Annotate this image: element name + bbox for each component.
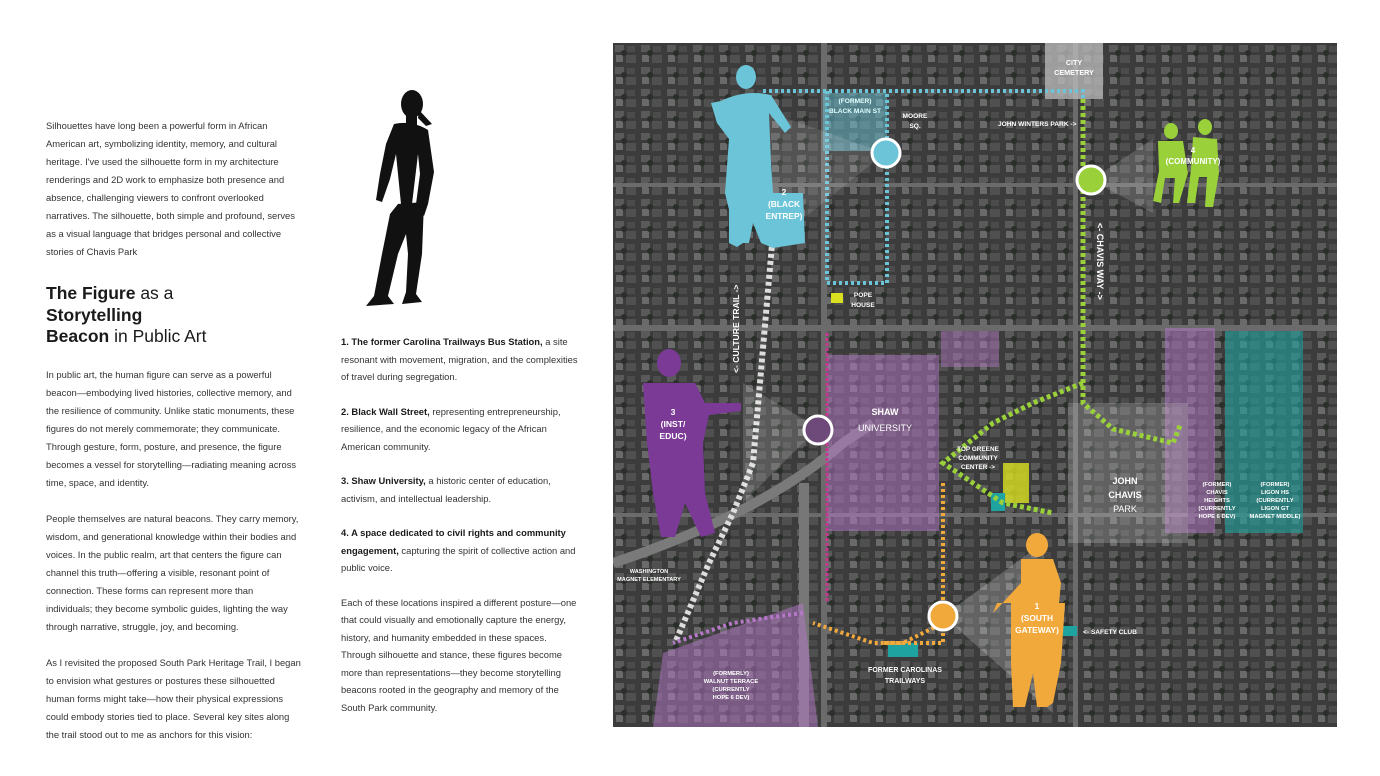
label-walnut-3: (CURRENTLY xyxy=(712,687,750,693)
heading-bold-2: Storytelling xyxy=(46,304,143,325)
label-ligon-5: MAGNET MIDDLE) xyxy=(1249,514,1301,520)
site-item-4-text: capturing the spirit of collective action and public voice. xyxy=(341,544,576,573)
label-ligon-1: (FORMER) xyxy=(1260,482,1290,488)
label-chavis-heights-3: HEIGHTS xyxy=(1204,498,1230,504)
heritage-trail-map xyxy=(613,43,1337,727)
label-trailways-2: TRAILWAYS xyxy=(884,678,926,685)
top-greene-marker xyxy=(1003,463,1029,503)
label-ligon-3: (CURRENTLY xyxy=(1256,498,1294,504)
label-top-greene-2: COMMUNITY xyxy=(958,455,998,462)
site-item-1-title: 1. The former Carolina Trailways Bus Station, xyxy=(341,336,543,347)
label-walnut-2: WALNUT TERRACE xyxy=(703,679,759,685)
heading-rest-1: as a xyxy=(135,283,174,303)
site-item-2-title: 2. Black Wall Street, xyxy=(341,405,430,417)
chavis-park-zone xyxy=(1068,403,1188,543)
middle-text-column xyxy=(341,333,581,733)
label-washington-2: MAGNET ELEMENTARY xyxy=(617,577,681,583)
label-south-gateway-2: (SOUTH xyxy=(1020,613,1054,623)
label-walnut-4: HOPE 6 DEV) xyxy=(712,695,750,701)
site-item-2 xyxy=(341,403,581,456)
label-community-1: 4 xyxy=(1190,146,1196,155)
label-chavis-park-3: PARK xyxy=(1113,504,1137,514)
pope-house-marker xyxy=(831,293,843,303)
beacon-circle-moore[interactable] xyxy=(872,139,900,167)
body-paragraph-3: As I revisited the proposed South Park Heritage Trail, I began to envision what gestures or postures these silhouetted human forms might take—how their physical expressions could embody stories tied to place. Several key sites along the trail stood out to me as anchors for this vision: xyxy=(46,656,301,740)
left-text-column xyxy=(46,117,302,744)
standing-figure-silhouette xyxy=(336,84,448,310)
label-walnut-1: (FORMERLY) xyxy=(713,671,749,677)
site-item-3-text: a historic center of education, activism, and intellectual leadership. xyxy=(341,475,551,504)
label-chavis-park-2: CHAVIS xyxy=(1108,490,1142,500)
body-paragraph-1: In public art, the human figure can serve as a powerful beacon—embodying lived histories, collective memory, and the resilience of community. Unlike static monuments, these figures do not merely commemorate; they communicate. Through gesture, form, posture, and presence, the figure becomes a vessel for storytelling—radiating meaning across time, space, and identity. xyxy=(46,368,297,488)
label-chavis-heights-5: HOPE 6 DEV) xyxy=(1198,514,1236,520)
label-winters: JOHN WINTERS PARK -> xyxy=(998,121,1077,128)
beacon-circle-shaw[interactable] xyxy=(804,416,832,444)
beacon-circle-community[interactable] xyxy=(1077,166,1105,194)
label-inst-1: 3 xyxy=(670,407,676,417)
label-shaw-1: SHAW xyxy=(871,407,899,417)
label-chavis-heights-1: (FORMER) xyxy=(1202,482,1232,488)
label-chavis-heights-2: CHAVIS xyxy=(1206,490,1228,496)
shaw-university-zone xyxy=(827,355,939,531)
body-paragraph-2: People themselves are natural beacons. They carry memory, wisdom, and generational knowledge within their bodies and voices. In the public realm, art that centers the figure can channel this truth—offering a visible, resonant point of connection. These forms can represent more than individuals; they become symbolic guides, lighting the way through narrative, struggle, joy, and becoming. xyxy=(46,512,299,632)
closing-paragraph: Each of these locations inspired a different posture—one that could visually and emotionally capture the energy, history, and humanity embedded in these spaces. Through silhouette and stance, these figures become more than representations—they become storytelling beacons rooted in the geography and memory of the South Park community. xyxy=(341,596,577,713)
beacon-circle-gateway[interactable] xyxy=(929,602,957,630)
label-culture-trail: <- CULTURE TRAIL -> xyxy=(731,284,741,373)
label-chavis-heights-4: (CURRENTLY xyxy=(1198,506,1236,512)
label-south-gateway-1: 1 xyxy=(1034,601,1040,611)
site-item-4-title: 4. A space dedicated to civil rights and community engagement, xyxy=(341,527,566,556)
heading-bold-1: The Figure xyxy=(46,283,136,303)
heading-rest-3: in Public Art xyxy=(109,326,207,346)
label-ligon-2: LIGON HS xyxy=(1260,490,1290,496)
map-canvas xyxy=(613,43,1337,727)
site-item-4 xyxy=(341,524,581,577)
label-inst-2: (INST/ xyxy=(660,419,686,429)
intro-paragraph: Silhouettes have long been a powerful form in African American art, symbolizing identity, memory, and cultural heritage. I've used the silhouette form in my architecture renderings and 2D work to emphasize both presence and absence, challenging viewers to confront overlooked narratives. The silhouette, both simple and profound, serves as a visual language that bridges personal and collective stories of Chavis Park xyxy=(46,120,295,257)
label-black-entrep-3: ENTREP) xyxy=(765,211,803,221)
label-community-2: (COMMUNITY) xyxy=(1165,157,1221,166)
label-top-greene-3: CENTER -> xyxy=(961,464,995,471)
label-black-main-1: (FORMER) xyxy=(838,98,872,105)
label-ligon-4: LIGON GT xyxy=(1260,506,1290,512)
site-item-1 xyxy=(341,333,581,386)
label-moore-1: MOORE xyxy=(902,113,928,120)
site-item-3-title: 3. Shaw University, xyxy=(341,475,426,486)
label-top-greene-1: TOP GREENE xyxy=(957,446,999,453)
label-washington-1: WASHINGTON xyxy=(629,569,669,575)
section-heading xyxy=(46,283,302,348)
label-pope-1: POPE xyxy=(853,292,873,299)
label-chavis-park-1: JOHN xyxy=(1112,476,1138,486)
trailways-marker xyxy=(888,643,918,657)
heading-bold-3: Beacon xyxy=(46,326,110,346)
label-city-cemetery-2: CEMETERY xyxy=(1054,68,1094,77)
label-pope-2: HOUSE xyxy=(851,302,875,309)
site-item-2-text: representing entrepreneurship, resilience, and the economic legacy of the African American community. xyxy=(341,405,561,452)
label-moore-2: SQ. xyxy=(909,123,921,130)
site-item-1-text: a site resonant with movement, migration, and the complexities of travel during segregation. xyxy=(341,336,578,382)
label-black-entrep-2: (BLACK xyxy=(767,199,801,209)
label-shaw-2: UNIVERSITY xyxy=(857,423,913,433)
label-trailways-1: FORMER CAROLINAS xyxy=(868,667,942,674)
label-black-main-2: BLACK MAIN ST xyxy=(828,108,882,115)
label-south-gateway-3: GATEWAY) xyxy=(1015,625,1059,635)
label-black-entrep-1: 2 xyxy=(781,187,787,197)
safety-club-marker xyxy=(1063,626,1077,636)
site-item-3 xyxy=(341,472,581,507)
label-chavis-way: <- CHAVIS WAY -> xyxy=(1095,223,1105,300)
label-inst-3: EDUC) xyxy=(659,431,687,441)
label-city-cemetery-1: CITY xyxy=(1065,58,1083,67)
shaw-annex-zone xyxy=(941,331,999,367)
label-safety-club: <- SAFETY CLUB xyxy=(1083,629,1137,636)
